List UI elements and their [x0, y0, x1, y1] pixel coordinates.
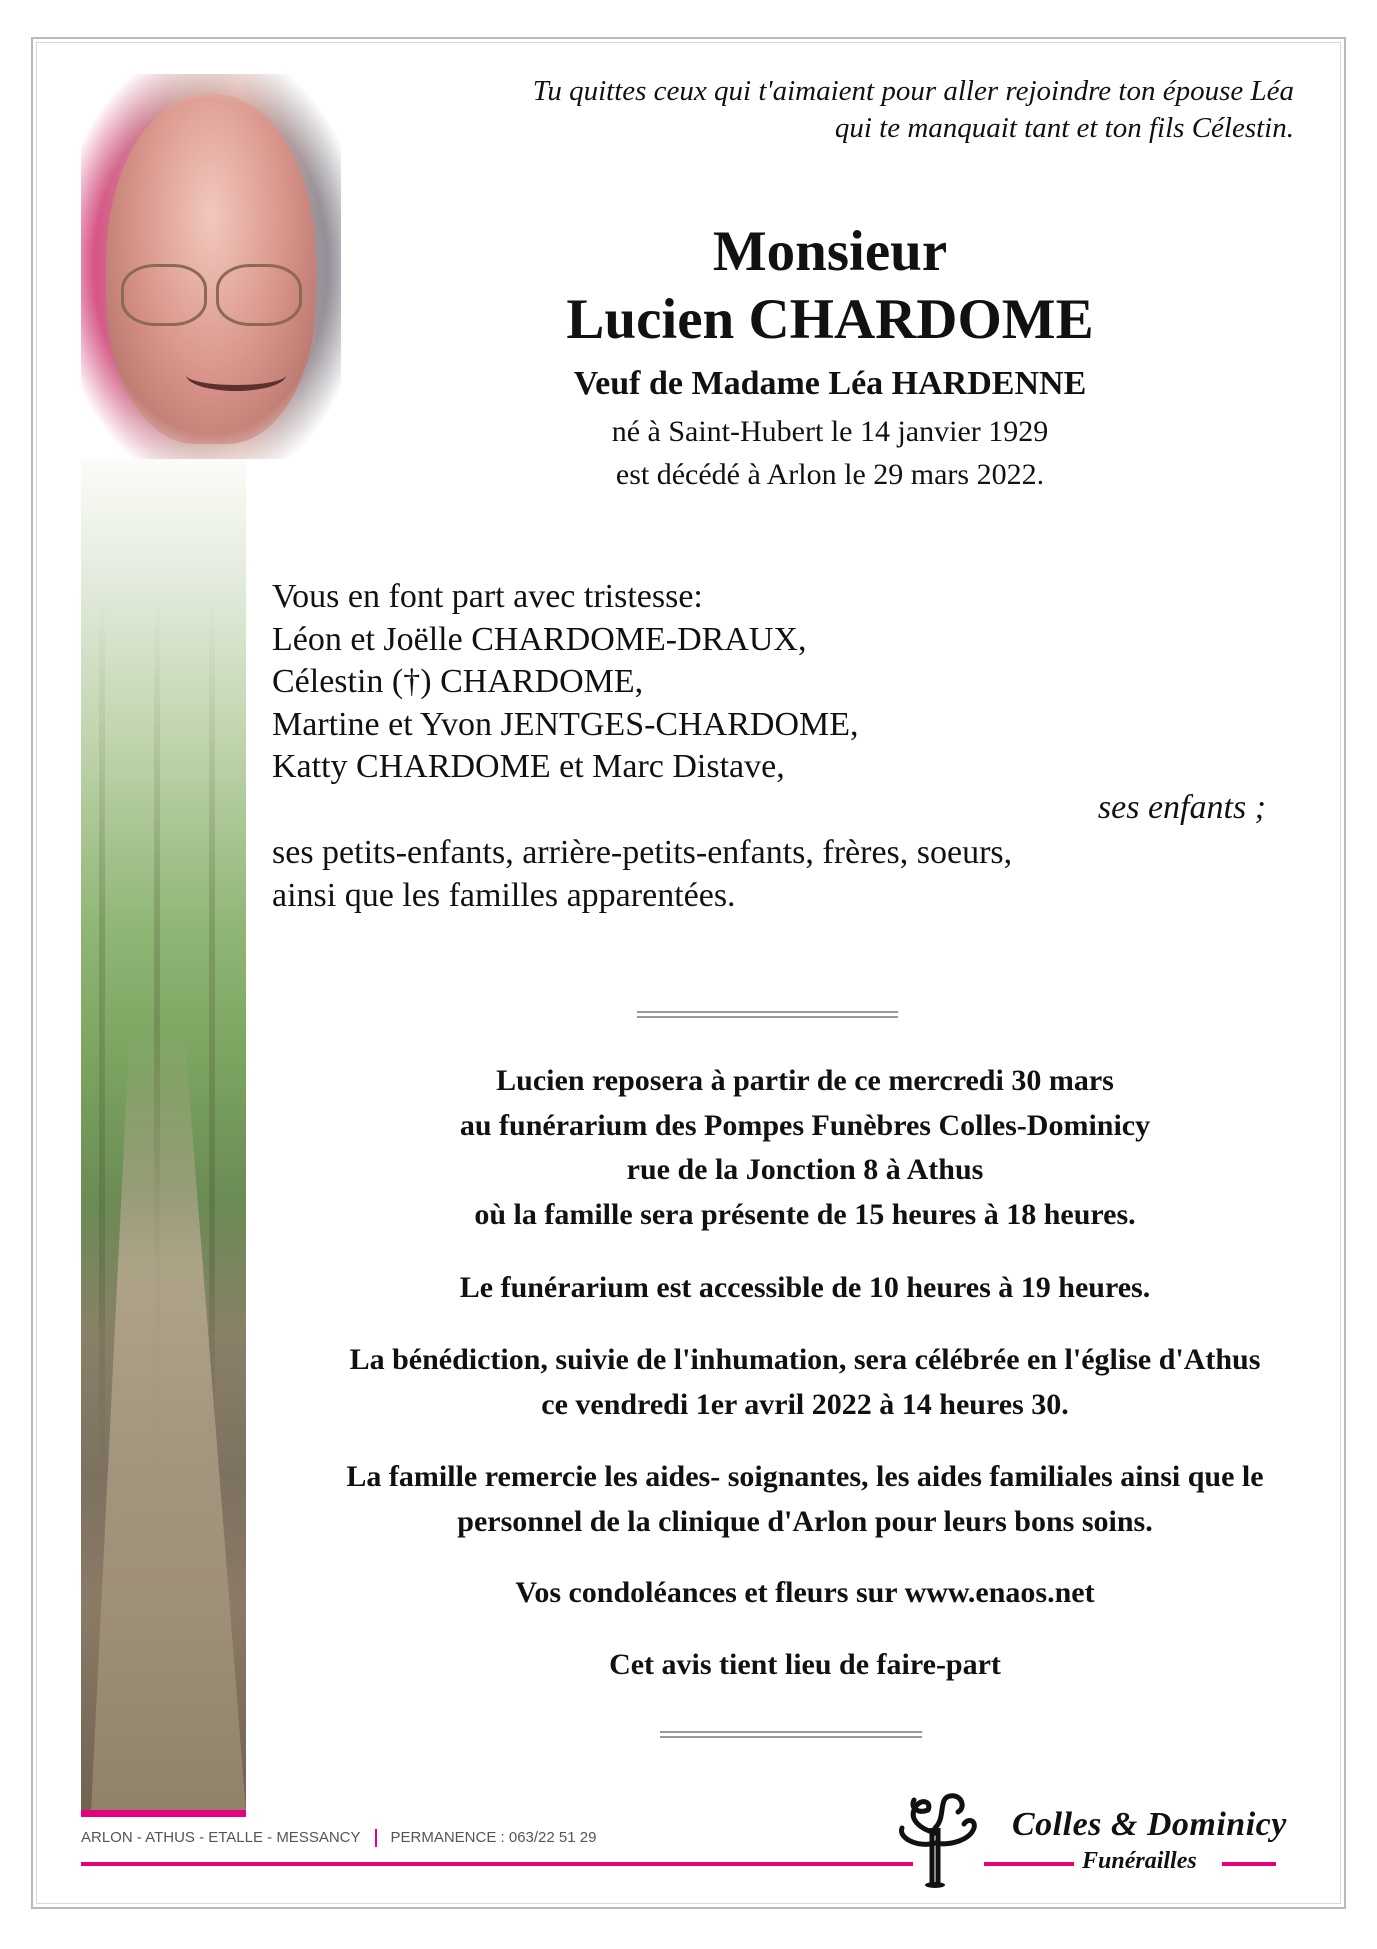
footer-line — [1222, 1862, 1276, 1866]
company-logo-name: Colles & Dominicy — [1012, 1806, 1287, 1843]
family-line: ainsi que les familles apparentées. — [272, 876, 736, 914]
footer-locations: ARLON - ATHUS - ETALLE - MESSANCY — [81, 1829, 361, 1846]
dates-block — [280, 410, 1377, 496]
notice-info: Cet avis tient lieu de faire-part — [609, 1648, 1001, 1681]
forest-path-image — [81, 459, 246, 1812]
info-line: au funérarium des Pompes Funèbres Colles-Dominicy — [459, 1108, 1151, 1142]
footer-line — [81, 1862, 913, 1866]
info-line: Lucien reposera à partir de ce mercredi 30 mars — [496, 1064, 1114, 1097]
widower-line: Veuf de Madame Léa HARDENNE — [573, 365, 1087, 402]
death-line: est décédé à Arlon le 29 mars 2022. — [615, 458, 1045, 491]
accent-bar — [81, 1810, 246, 1817]
company-logo-subtitle: Funérailles — [1082, 1848, 1197, 1874]
honorific: Monsieur — [712, 220, 948, 283]
family-member: Léon et Joëlle CHARDOME-DRAUX, — [272, 620, 807, 658]
family-line: ses petits-enfants, arrière-petits-enfants, frères, soeurs, — [272, 834, 1013, 871]
family-announcement — [272, 576, 859, 789]
info-line: où la famille sera présente de 15 heures à 18 heures. — [474, 1197, 1136, 1231]
family-member: Célestin (†) CHARDOME, — [272, 663, 644, 700]
thanks-info — [260, 1455, 1350, 1544]
access-info: Le funérarium est accessible de 10 heures à 19 heures. — [459, 1271, 1151, 1304]
info-line: La bénédiction, suivie de l'inhumation, sera célébrée en l'église d'Athus — [349, 1343, 1261, 1376]
ceremony-info — [260, 1338, 1350, 1427]
family-others — [272, 832, 1012, 917]
info-line: ce vendredi 1er avril 2022 à 14 heures 30. — [541, 1387, 1069, 1421]
visitation-info — [260, 1059, 1350, 1237]
info-line: personnel de la clinique d'Arlon pour leurs bons soins. — [457, 1504, 1153, 1538]
family-intro: Vous en font part avec tristesse: — [272, 578, 703, 615]
family-member: Katty CHARDOME et Marc Distave, — [272, 748, 785, 785]
deceased-name-block — [280, 218, 1377, 354]
children-label: ses enfants ; — [1097, 789, 1266, 826]
footer-line — [984, 1862, 1074, 1866]
tree-logo-icon — [888, 1788, 983, 1888]
divider — [637, 1011, 898, 1018]
divider — [660, 1731, 922, 1738]
birth-line: né à Saint-Hubert le 14 janvier 1929 — [611, 415, 1049, 448]
footer-permanence: PERMANENCE : 063/22 51 29 — [390, 1829, 597, 1846]
epitaph-quote — [533, 73, 1294, 147]
info-line: rue de la Jonction 8 à Athus — [626, 1153, 984, 1186]
quote-line: qui te manquait tant et ton fils Célestin. — [834, 112, 1294, 144]
deceased-name: Lucien CHARDOME — [566, 288, 1094, 351]
condolences-info: Vos condoléances et fleurs sur www.enaos.net — [515, 1576, 1095, 1609]
info-line: La famille remercie les aides- soignantes, les aides familiales ainsi que le — [346, 1460, 1264, 1493]
footer-contact — [81, 1829, 596, 1847]
quote-line: Tu quittes ceux qui t'aimaient pour aller rejoindre ton épouse Léa — [532, 75, 1294, 107]
family-member: Martine et Yvon JENTGES-CHARDOME, — [272, 705, 859, 743]
footer-separator — [375, 1829, 377, 1847]
